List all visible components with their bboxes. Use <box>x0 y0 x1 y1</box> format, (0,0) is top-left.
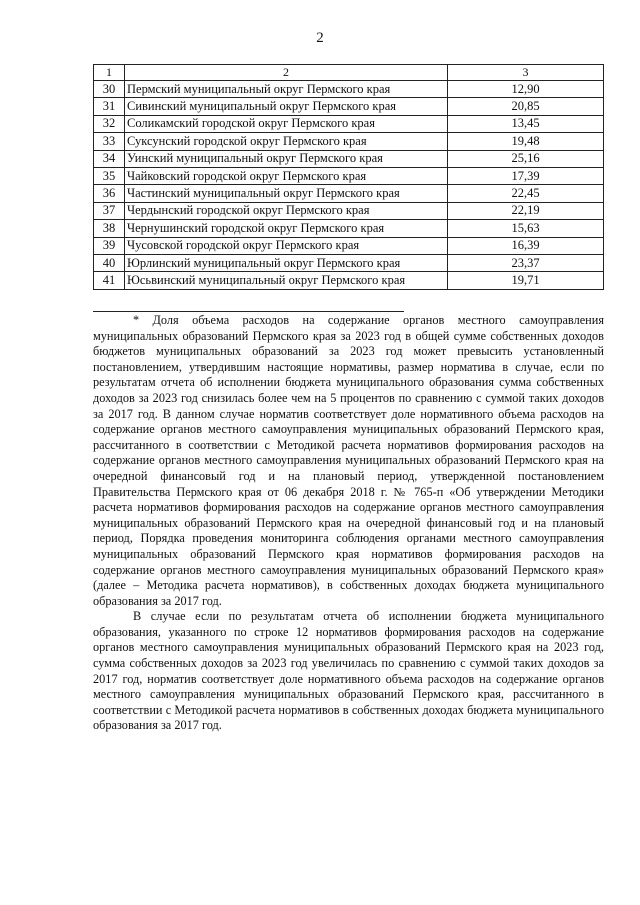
row-value: 13,45 <box>448 115 604 132</box>
column-header: 3 <box>448 65 604 81</box>
row-number: 39 <box>94 237 125 254</box>
row-number: 33 <box>94 133 125 150</box>
footnote-paragraph: * Доля объема расходов на содержание органов местного самоуправления муниципальных образований Пермского края за 2023 год в общей сумме собственных доходов бюджетов муниципальных образований за 2023 год может превысить установленный постановлением, утвердившим настоящие нормативы, размер норматива в случае, если по результатам отчета об исполнении бюджета муниципального образования сумма собственных доходов за 2023 год снизилась более чем на 5 процентов по сравнению с суммой таких доходов за 2017 год. В данном случае норматив соответствует доле нормативного объема расходов на содержание органов местного самоуправления муниципальных образований Пермского края, рассчитанного в соответствии с Методикой расчета нормативов формирования расходов на содержание органов местного самоуправления муниципальных образований Пермского края на очередной финансовый год и на плановый период, утвержденной постановлением Правительства Пермского края от 06 декабря 2018 г. № 765-п «Об утверждении Методики расчета нормативов формирования расходов на содержание органов местного самоуправления муниципальных образований Пермского края на очередной финансовый год и на плановый период, Порядка проведения мониторинга соблюдения органами местного самоуправления муниципальных образований Пермского края нормативов формирования расходов на содержание органов местного самоуправления муниципальных образований Пермского края» (далее – Методика расчета нормативов), в собственных доходах бюджета муниципального образования за 2017 год. <box>93 313 604 608</box>
table-row <box>94 98 604 115</box>
row-number: 41 <box>94 272 125 289</box>
row-value: 12,90 <box>448 81 604 98</box>
table-row <box>94 150 604 167</box>
municipality-name: Юсьвинский муниципальный округ Пермского края <box>125 272 448 289</box>
row-value: 17,39 <box>448 167 604 184</box>
municipality-name: Чернушинский городской округ Пермского края <box>125 220 448 237</box>
table-row <box>94 202 604 219</box>
data-table <box>93 64 604 290</box>
municipality-name: Пермский муниципальный округ Пермского края <box>125 81 448 98</box>
footnote-divider <box>93 311 404 312</box>
table-row <box>94 237 604 254</box>
row-value: 25,16 <box>448 150 604 167</box>
table-row <box>94 81 604 98</box>
table-row <box>94 115 604 132</box>
page-number: 2 <box>316 30 324 46</box>
footnote-block <box>93 313 604 734</box>
municipality-name: Частинский муниципальный округ Пермского края <box>125 185 448 202</box>
row-value: 19,48 <box>448 133 604 150</box>
row-value: 22,45 <box>448 185 604 202</box>
municipality-name: Юрлинский муниципальный округ Пермского края <box>125 254 448 271</box>
row-value: 16,39 <box>448 237 604 254</box>
table-row <box>94 185 604 202</box>
row-number: 32 <box>94 115 125 132</box>
column-header: 2 <box>125 65 448 81</box>
table-row <box>94 272 604 289</box>
row-value: 23,37 <box>448 254 604 271</box>
row-value: 19,71 <box>448 272 604 289</box>
municipality-name: Уинский муниципальный округ Пермского края <box>125 150 448 167</box>
row-number: 40 <box>94 254 125 271</box>
municipality-name: Суксунский городской округ Пермского края <box>125 133 448 150</box>
row-number: 36 <box>94 185 125 202</box>
table-row <box>94 254 604 271</box>
row-number: 35 <box>94 167 125 184</box>
row-value: 22,19 <box>448 202 604 219</box>
row-number: 37 <box>94 202 125 219</box>
table-row <box>94 220 604 237</box>
table-row <box>94 167 604 184</box>
municipality-name: Сивинский муниципальный округ Пермского края <box>125 98 448 115</box>
row-number: 38 <box>94 220 125 237</box>
footnote-paragraph: В случае если по результатам отчета об исполнении бюджета муниципального образования, указанного по строке 12 нормативов формирования расходов на содержание органов местного самоуправления муниципальных образований Пермского края на 2023 год, сумма собственных доходов за 2023 год увеличилась по сравнению с суммой таких доходов за 2017 год, норматив соответствует доле нормативного объема расходов на содержание органов местного самоуправления муниципальных образований Пермского края, рассчитанного в соответствии с Методикой расчета нормативов в собственных доходах бюджета муниципального образования за 2017 год. <box>93 609 604 733</box>
row-number: 34 <box>94 150 125 167</box>
municipality-name: Чайковский городской округ Пермского края <box>125 167 448 184</box>
row-value: 15,63 <box>448 220 604 237</box>
row-value: 20,85 <box>448 98 604 115</box>
table-header-row <box>94 65 604 81</box>
municipality-name: Чусовской городской округ Пермского края <box>125 237 448 254</box>
table-row <box>94 133 604 150</box>
row-number: 30 <box>94 81 125 98</box>
municipality-name: Чердынский городской округ Пермского края <box>125 202 448 219</box>
municipality-name: Соликамский городской округ Пермского края <box>125 115 448 132</box>
column-header: 1 <box>94 65 125 81</box>
row-number: 31 <box>94 98 125 115</box>
